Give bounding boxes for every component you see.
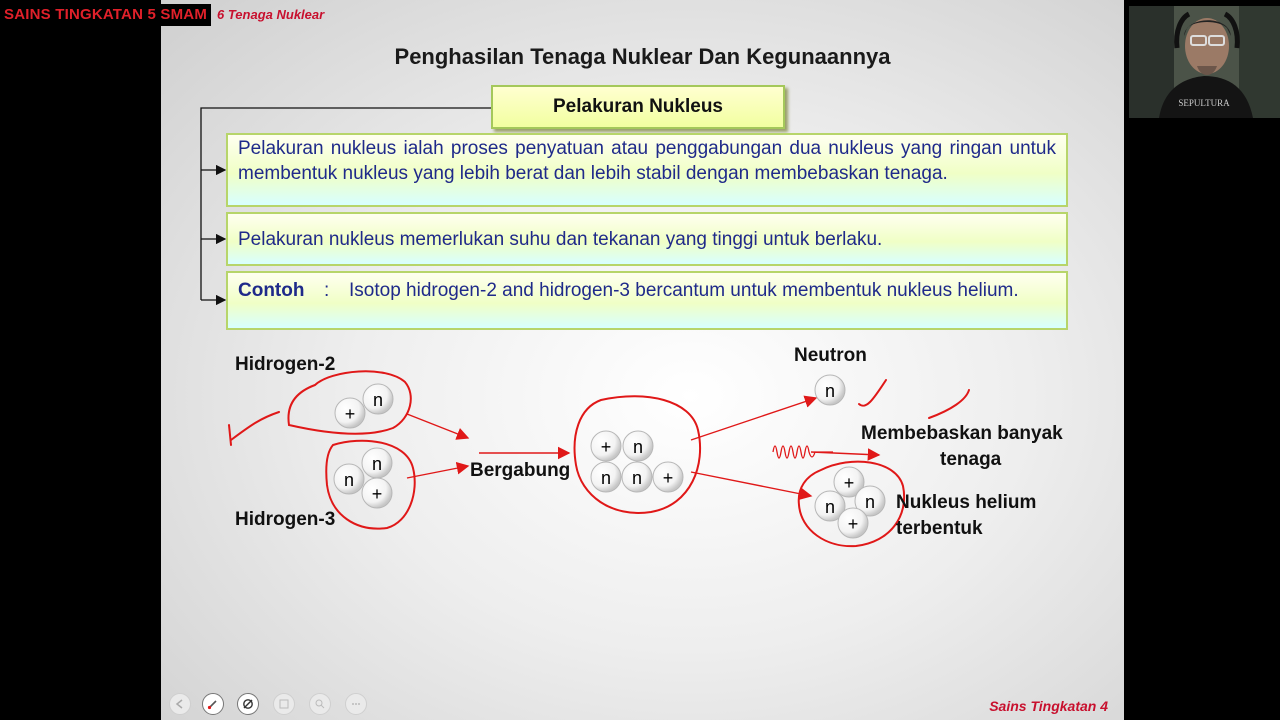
neutron-symbol: n — [371, 454, 383, 474]
proton-symbol: + — [344, 404, 356, 424]
neutron-symbol: n — [864, 492, 876, 512]
proton-symbol: + — [843, 473, 855, 493]
neutron-symbol: n — [372, 390, 384, 410]
particle-hydrogen3-neutron-b — [334, 464, 364, 494]
pen-icon — [207, 698, 219, 710]
particle-combined-neutron-c — [622, 462, 652, 492]
label-hydrogen2: Hidrogen-2 — [235, 354, 336, 375]
label-helium-line1: Nukleus helium — [896, 492, 1037, 513]
more-icon — [350, 698, 362, 710]
particle-combined-proton-b — [653, 462, 683, 492]
svg-text:SEPULTURA: SEPULTURA — [1178, 98, 1230, 108]
neutron-symbol: n — [632, 437, 644, 457]
particle-combined-neutron-b — [591, 462, 621, 492]
zoom-button[interactable] — [309, 693, 331, 715]
particle-combined-neutron-a — [623, 431, 653, 461]
label-energy-line2: tenaga — [940, 449, 1002, 470]
presenter-video-icon — [1129, 6, 1280, 118]
pointer-icon — [242, 698, 254, 710]
more-options-button[interactable] — [345, 693, 367, 715]
webcam-feed — [1129, 6, 1280, 118]
neutron-symbol: n — [600, 468, 612, 488]
proton-symbol: + — [847, 514, 859, 534]
proton-symbol: + — [662, 468, 674, 488]
point-conditions — [226, 212, 1068, 266]
presentation-slide — [161, 0, 1124, 720]
label-neutron: Neutron — [794, 345, 867, 366]
slides-icon — [278, 698, 290, 710]
see-all-slides-button[interactable] — [273, 693, 295, 715]
neutron-symbol: n — [824, 497, 836, 517]
concept-box — [491, 85, 785, 129]
prev-slide-button[interactable] — [169, 693, 191, 715]
particle-hydrogen3-neutron-a — [362, 448, 392, 478]
point-definition — [226, 133, 1068, 207]
proton-symbol: + — [600, 437, 612, 457]
neutron-symbol: n — [824, 381, 836, 401]
concept-label: Pelakuran Nukleus — [552, 96, 724, 117]
particle-hydrogen3-proton — [362, 478, 392, 508]
pointer-tool-button[interactable] — [237, 693, 259, 715]
particle-helium-proton-b — [838, 508, 868, 538]
neutron-symbol: n — [631, 468, 643, 488]
prev-icon — [175, 699, 185, 709]
particle-combined-proton-a — [591, 431, 621, 461]
example-label: Contoh — [238, 280, 305, 301]
zoom-icon — [314, 698, 326, 710]
point-conditions-text: Pelakuran nukleus memerlukan suhu dan tekanan yang tinggi untuk berlaku. — [238, 228, 883, 250]
particle-hydrogen2-neutron — [363, 384, 393, 414]
particle-hydrogen2-proton — [335, 398, 365, 428]
example-colon: : — [324, 280, 330, 301]
label-helium-line2: terbentuk — [896, 518, 983, 539]
example-text: Isotop hidrogen-2 and hidrogen-3 bercantum untuk membentuk nukleus helium. — [349, 280, 1019, 301]
footer-label: Sains Tingkatan 4 — [989, 698, 1108, 714]
proton-symbol: + — [371, 484, 383, 504]
energy-wave-icon — [773, 446, 833, 458]
label-combine: Bergabung — [470, 460, 571, 481]
label-energy-line1: Membebaskan banyak — [861, 423, 1063, 444]
channel-title: SAINS TINGKATAN 5 SMAM — [0, 4, 211, 26]
point-example — [226, 271, 1068, 330]
slide-title: Penghasilan Tenaga Nuklear Dan Kegunaannya — [394, 44, 891, 69]
neutron-symbol: n — [343, 470, 355, 490]
pen-tool-button[interactable] — [202, 693, 224, 715]
point-definition-text: Pelakuran nukleus ialah proses penyatuan atau penggabungan dua nukleus yang ringan untuk membentuk nukleus yang lebih berat dan lebih stabil dengan membebaskan tenaga. — [238, 138, 1056, 184]
particle-free-neutron — [815, 375, 845, 405]
chapter-label: 6 Tenaga Nuklear — [217, 7, 325, 22]
label-hydrogen3: Hidrogen-3 — [235, 509, 336, 530]
